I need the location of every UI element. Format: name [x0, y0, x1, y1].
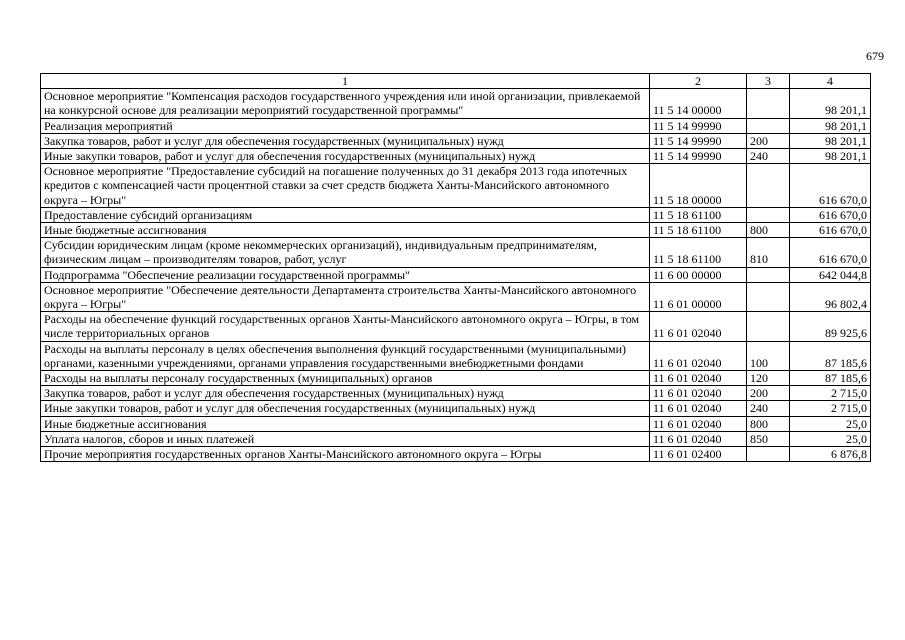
- row-code-cell: 11 6 01 02040: [650, 416, 747, 431]
- row-code-cell: 11 6 01 02040: [650, 431, 747, 446]
- column-header-4: 4: [790, 74, 871, 89]
- row-type-cell: [747, 267, 790, 282]
- row-name-cell: Расходы на выплаты персоналу в целях обеспечения выполнения функций государственными (муниципальными) органами, казенными учреждениями, органами управления государственными внебюджетными фондами: [41, 341, 650, 370]
- row-amount-cell: 642 044,8: [790, 267, 871, 282]
- row-amount-cell: 25,0: [790, 416, 871, 431]
- row-code-cell: 11 5 18 61100: [650, 238, 747, 267]
- row-code-cell: 11 5 14 00000: [650, 89, 747, 118]
- row-code-cell: 11 6 00 00000: [650, 267, 747, 282]
- budget-table: [40, 73, 871, 462]
- row-type-cell: [747, 207, 790, 222]
- row-type-cell: 200: [747, 386, 790, 401]
- table-row: [41, 431, 871, 446]
- row-code-cell: 11 5 18 61100: [650, 207, 747, 222]
- table-header-row: [41, 74, 871, 89]
- row-code-cell: 11 6 01 02400: [650, 447, 747, 462]
- row-code-cell: 11 5 18 00000: [650, 164, 747, 208]
- table-row: [41, 371, 871, 386]
- row-code-cell: 11 5 14 99990: [650, 149, 747, 164]
- row-name-cell: Иные бюджетные ассигнования: [41, 416, 650, 431]
- row-code-cell: 11 5 14 99990: [650, 118, 747, 133]
- row-name-cell: Закупка товаров, работ и услуг для обеспечения государственных (муниципальных) нужд: [41, 386, 650, 401]
- row-amount-cell: 98 201,1: [790, 133, 871, 148]
- row-name-cell: Реализация мероприятий: [41, 118, 650, 133]
- table-row: [41, 282, 871, 311]
- row-code-cell: 11 5 18 61100: [650, 223, 747, 238]
- row-code-cell: 11 5 14 99990: [650, 133, 747, 148]
- row-amount-cell: 89 925,6: [790, 312, 871, 341]
- row-type-cell: 850: [747, 431, 790, 446]
- row-type-cell: [747, 118, 790, 133]
- table-row: [41, 149, 871, 164]
- row-type-cell: 240: [747, 149, 790, 164]
- row-code-cell: 11 6 01 02040: [650, 341, 747, 370]
- row-amount-cell: 98 201,1: [790, 118, 871, 133]
- row-name-cell: Основное мероприятие "Предоставление субсидий на погашение полученных до 31 декабря 2013 года ипотечных кредитов с компенсацией части процентной ставки за счет средств бюджета Ханты-Мансийского автономного округа – Югры": [41, 164, 650, 208]
- column-header-1: 1: [41, 74, 650, 89]
- row-amount-cell: 87 185,6: [790, 371, 871, 386]
- row-amount-cell: 616 670,0: [790, 207, 871, 222]
- row-amount-cell: 616 670,0: [790, 238, 871, 267]
- row-name-cell: Иные закупки товаров, работ и услуг для обеспечения государственных (муниципальных) нужд: [41, 401, 650, 416]
- row-name-cell: Иные закупки товаров, работ и услуг для обеспечения государственных (муниципальных) нужд: [41, 149, 650, 164]
- row-code-cell: 11 6 01 00000: [650, 282, 747, 311]
- row-code-cell: 11 6 01 02040: [650, 371, 747, 386]
- column-header-2: 2: [650, 74, 747, 89]
- row-code-cell: 11 6 01 02040: [650, 386, 747, 401]
- row-type-cell: [747, 312, 790, 341]
- row-name-cell: Расходы на обеспечение функций государственных органов Ханты-Мансийского автономного округа – Югры, в том числе территориальных органов: [41, 312, 650, 341]
- row-type-cell: 810: [747, 238, 790, 267]
- row-type-cell: 800: [747, 416, 790, 431]
- table-row: [41, 416, 871, 431]
- row-amount-cell: 87 185,6: [790, 341, 871, 370]
- table-row: [41, 207, 871, 222]
- row-code-cell: 11 6 01 02040: [650, 401, 747, 416]
- table-row: [41, 386, 871, 401]
- row-type-cell: 100: [747, 341, 790, 370]
- row-type-cell: [747, 89, 790, 118]
- row-type-cell: [747, 282, 790, 311]
- row-name-cell: Расходы на выплаты персоналу государственных (муниципальных) органов: [41, 371, 650, 386]
- row-amount-cell: 98 201,1: [790, 89, 871, 118]
- table-row: [41, 267, 871, 282]
- row-type-cell: 800: [747, 223, 790, 238]
- row-name-cell: Подпрограмма "Обеспечение реализации государственной программы": [41, 267, 650, 282]
- row-amount-cell: 98 201,1: [790, 149, 871, 164]
- row-type-cell: 120: [747, 371, 790, 386]
- row-type-cell: [747, 164, 790, 208]
- table-row: [41, 164, 871, 208]
- row-amount-cell: 616 670,0: [790, 164, 871, 208]
- table-row: [41, 118, 871, 133]
- row-name-cell: Уплата налогов, сборов и иных платежей: [41, 431, 650, 446]
- row-amount-cell: 2 715,0: [790, 401, 871, 416]
- row-name-cell: Субсидии юридическим лицам (кроме некоммерческих организаций), индивидуальным предпринимателям, физическим лицам – производителям товаров, работ, услуг: [41, 238, 650, 267]
- row-amount-cell: 25,0: [790, 431, 871, 446]
- table-row: [41, 89, 871, 118]
- column-header-3: 3: [747, 74, 790, 89]
- table-row: [41, 223, 871, 238]
- row-type-cell: 240: [747, 401, 790, 416]
- row-type-cell: 200: [747, 133, 790, 148]
- page-number: 679: [866, 49, 884, 63]
- row-name-cell: Предоставление субсидий организациям: [41, 207, 650, 222]
- row-name-cell: Иные бюджетные ассигнования: [41, 223, 650, 238]
- row-type-cell: [747, 447, 790, 462]
- table-row: [41, 447, 871, 462]
- row-name-cell: Основное мероприятие "Компенсация расходов государственного учреждения или иной организации, привлекаемой на конкурсной основе для реализации мероприятий государственной программы": [41, 89, 650, 118]
- row-amount-cell: 6 876,8: [790, 447, 871, 462]
- table-row: [41, 238, 871, 267]
- row-name-cell: Прочие мероприятия государственных органов Ханты-Мансийского автономного округа – Югры: [41, 447, 650, 462]
- row-name-cell: Закупка товаров, работ и услуг для обеспечения государственных (муниципальных) нужд: [41, 133, 650, 148]
- table-row: [41, 341, 871, 370]
- table-row: [41, 312, 871, 341]
- row-name-cell: Основное мероприятие "Обеспечение деятельности Департамента строительства Ханты-Мансийского автономного округа – Югры": [41, 282, 650, 311]
- row-amount-cell: 96 802,4: [790, 282, 871, 311]
- table-row: [41, 133, 871, 148]
- row-amount-cell: 2 715,0: [790, 386, 871, 401]
- table-row: [41, 401, 871, 416]
- row-code-cell: 11 6 01 02040: [650, 312, 747, 341]
- row-amount-cell: 616 670,0: [790, 223, 871, 238]
